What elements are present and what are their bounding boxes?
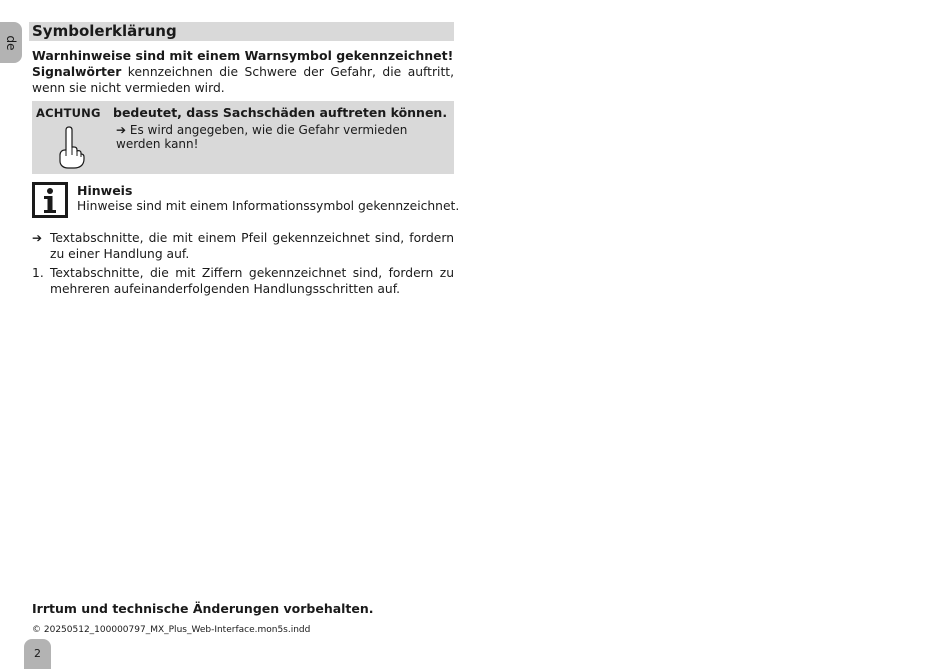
caution-title: bedeutet, dass Sachschäden auftreten können. <box>113 105 448 120</box>
caution-box <box>32 101 454 174</box>
caution-instruction <box>116 123 454 151</box>
signal-words-text: kennzeichnen die Schwere der Gefahr, die auftritt, wenn sie nicht vermieden wird. <box>32 65 454 95</box>
page-number-tab <box>24 639 51 669</box>
file-info: © 20250512_100000797_MX_Plus_Web-Interface.mon5s.indd <box>32 625 311 635</box>
list-item-text: Textabschnitte, die mit einem Pfeil gekennzeichnet sind, fordern zu einer Handlung auf. <box>50 231 454 261</box>
language-code: de <box>4 35 18 51</box>
language-tab <box>0 22 22 63</box>
list-item-text: Textabschnitte, die mit Ziffern gekennzeichnet sind, fordern zu mehreren aufeinanderfolgenden Handlungsschritten auf. <box>50 266 454 296</box>
info-icon <box>32 182 68 218</box>
list-item <box>32 265 454 297</box>
signal-words-paragraph <box>32 65 454 96</box>
arrow-icon: ➔ <box>116 123 127 137</box>
caution-label: ACHTUNG <box>36 106 101 120</box>
hand-pointing-icon <box>56 125 86 169</box>
arrow-icon: ➔ <box>32 231 43 245</box>
caution-instruction-text: Es wird angegeben, wie die Gefahr vermieden werden kann! <box>116 123 408 151</box>
signal-words-term: Signalwörter <box>32 65 122 79</box>
section-title: Symbolerklärung <box>32 22 177 40</box>
list-item-number: 1. <box>32 266 44 280</box>
info-title: Hinweis <box>77 183 133 198</box>
page-number: 2 <box>34 647 41 660</box>
disclaimer: Irrtum und technische Änderungen vorbehalten. <box>32 601 374 616</box>
section-header <box>29 22 454 41</box>
list-item <box>32 230 454 262</box>
warnings-intro: Warnhinweise sind mit einem Warnsymbol gekennzeichnet! <box>32 48 454 63</box>
info-text: Hinweise sind mit einem Informationssymbol gekennzeichnet. <box>77 199 460 213</box>
